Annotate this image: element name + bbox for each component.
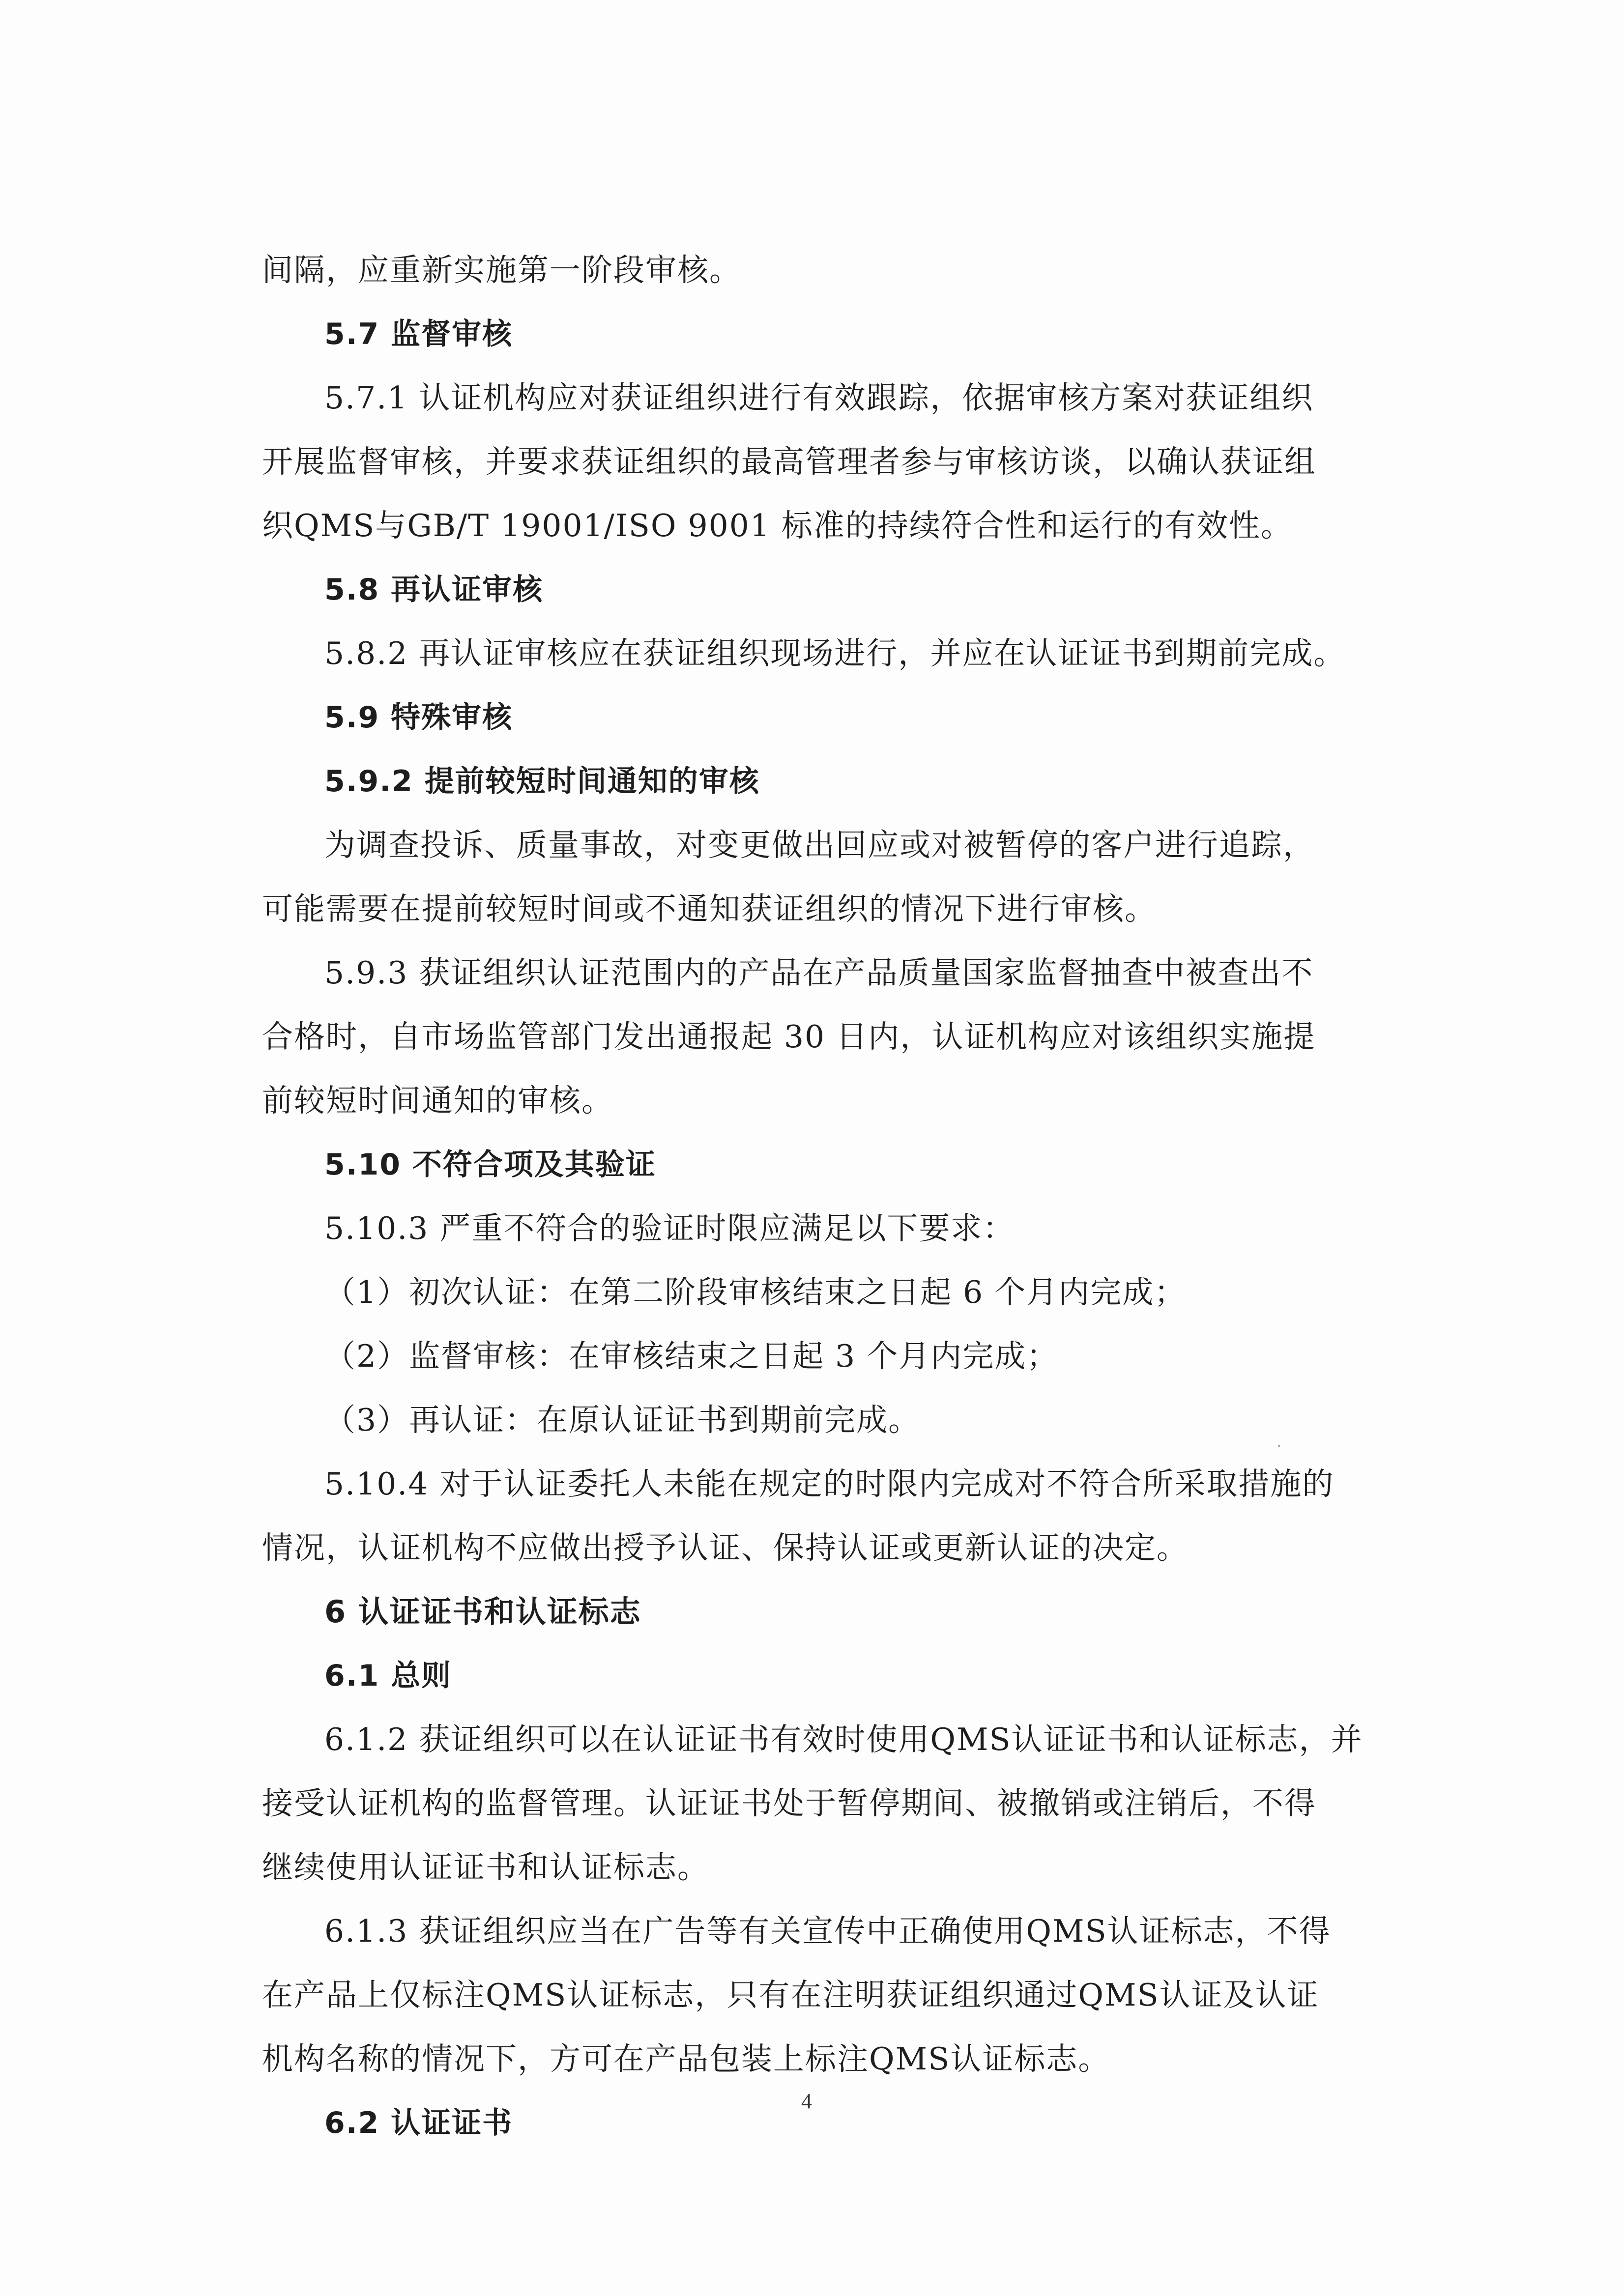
list-item: （2）监督审核：在审核结束之日起 3 个月内完成； bbox=[324, 1338, 1059, 1374]
paragraph-line: 6.1.3 获证组织应当在广告等有关宣传中正确使用QMS认证标志，不得 bbox=[324, 1913, 1331, 1949]
scan-speck bbox=[1278, 1445, 1280, 1447]
section-heading: 5.7 监督审核 bbox=[324, 317, 513, 351]
paragraph-line: 6.1.2 获证组织可以在认证证书有效时使用QMS认证证书和认证标志，并 bbox=[324, 1722, 1363, 1757]
section-heading: 6.1 总则 bbox=[324, 1659, 452, 1693]
section-heading: 5.10 不符合项及其验证 bbox=[324, 1148, 656, 1182]
paragraph-line: 5.9.3 获证组织认证范围内的产品在产品质量国家监督抽查中被查出不 bbox=[324, 955, 1314, 991]
paragraph-line: 5.10.4 对于认证委托人未能在规定的时限内完成对不符合所采取措施的 bbox=[324, 1466, 1334, 1502]
list-item: （3）再认证：在原认证证书到期前完成。 bbox=[324, 1402, 921, 1438]
section-heading: 5.8 再认证审核 bbox=[324, 573, 544, 607]
paragraph-line: 5.7.1 认证机构应对获证组织进行有效跟踪，依据审核方案对获证组织 bbox=[324, 380, 1314, 416]
section-heading: 5.9 特殊审核 bbox=[324, 700, 513, 735]
paragraph-line: 5.8.2 再认证审核应在获证组织现场进行，并应在认证证书到期前完成。 bbox=[324, 635, 1346, 671]
section-heading: 5.9.2 提前较短时间通知的审核 bbox=[324, 764, 760, 799]
page-number: 4 bbox=[801, 2089, 812, 2113]
paragraph-line: 前较短时间通知的审核。 bbox=[262, 1083, 613, 1119]
paragraph-line: 机构名称的情况下，方可在产品包装上标注QMS认证标志。 bbox=[262, 2041, 1110, 2077]
paragraph-line: 接受认证机构的监督管理。认证证书处于暂停期间、被撤销或注销后，不得 bbox=[262, 1785, 1316, 1821]
paragraph-line: 合格时，自市场监管部门发出通报起 30 日内，认证机构应对该组织实施提 bbox=[262, 1019, 1316, 1055]
paragraph-line: 间隔，应重新实施第一阶段审核。 bbox=[262, 252, 741, 288]
paragraph-line: 织QMS与GB/T 19001/ISO 9001 标准的持续符合性和运行的有效性。 bbox=[262, 508, 1293, 544]
paragraph-line: 开展监督审核，并要求获证组织的最高管理者参与审核访谈，以确认获证组 bbox=[262, 444, 1316, 480]
list-item: （1）初次认证：在第二阶段审核结束之日起 6 个月内完成； bbox=[324, 1274, 1187, 1310]
paragraph-line: 情况，认证机构不应做出授予认证、保持认证或更新认证的决定。 bbox=[262, 1530, 1189, 1566]
chapter-heading: 6 认证证书和认证标志 bbox=[324, 1594, 641, 1630]
paragraph-line: 为调查投诉、质量事故，对变更做出回应或对被暂停的客户进行追踪， bbox=[324, 827, 1315, 863]
paragraph-line: 在产品上仅标注QMS认证标志，只有在注明获证组织通过QMS认证及认证 bbox=[262, 1977, 1319, 2013]
paragraph-line: 可能需要在提前较短时间或不通知获证组织的情况下进行审核。 bbox=[262, 891, 1157, 927]
paragraph-line: 继续使用认证证书和认证标志。 bbox=[262, 1849, 709, 1885]
section-heading: 6.2 认证证书 bbox=[324, 2106, 513, 2140]
paragraph-line: 5.10.3 严重不符合的验证时限应满足以下要求： bbox=[324, 1210, 1015, 1246]
